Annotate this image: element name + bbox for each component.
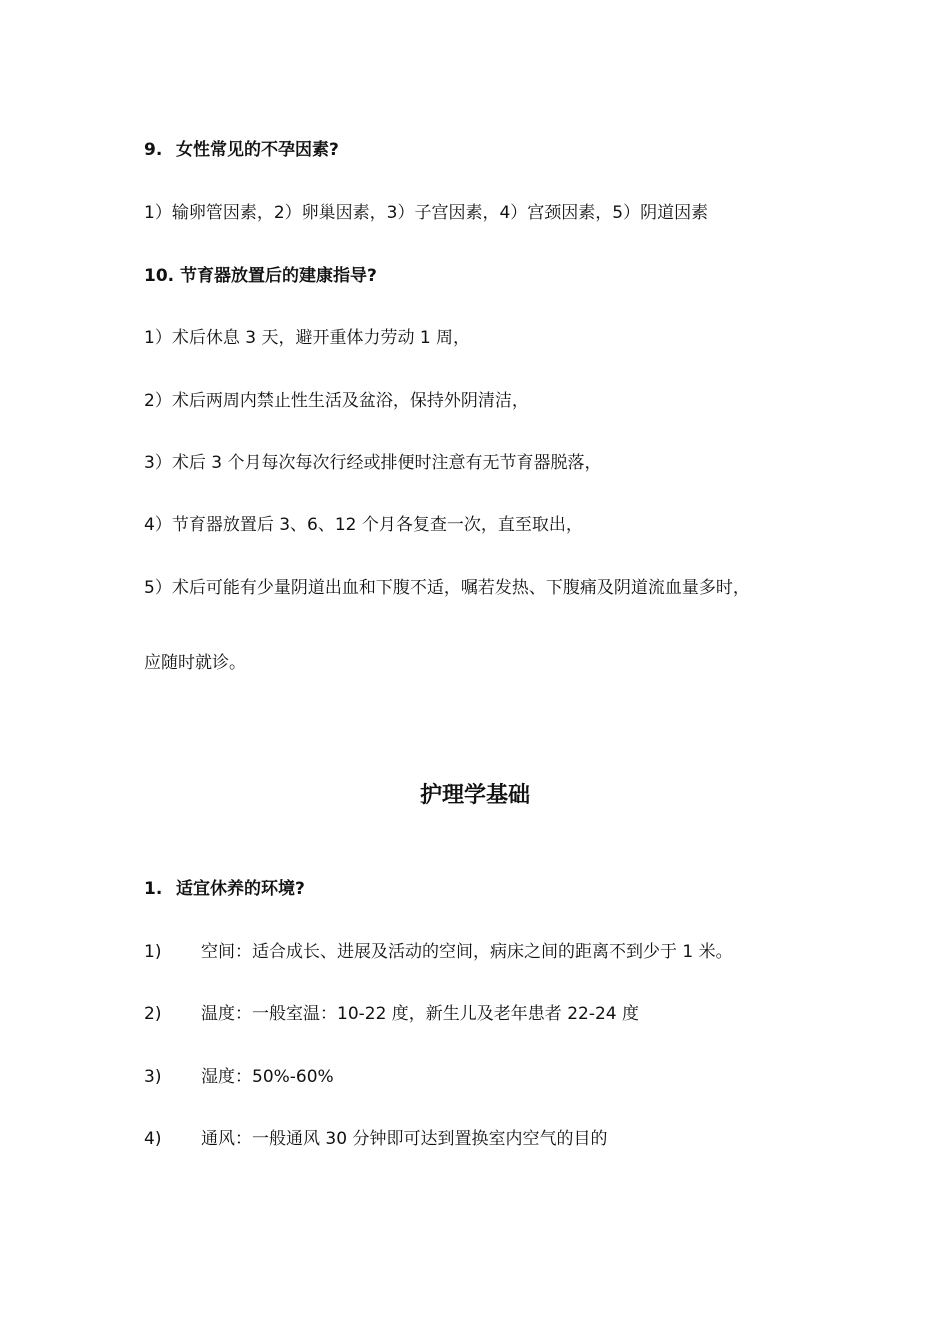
list-item [144, 940, 733, 964]
list-item [144, 1002, 639, 1026]
question-number: 1. [144, 879, 163, 899]
answer-line: 2）术后两周内禁止性生活及盆浴，保持外阴清洁， [144, 391, 529, 411]
answer-line: 应随时就诊。 [144, 653, 246, 673]
question-text: 适宜休养的环境? [176, 879, 305, 899]
question-text: 女性常见的不孕因素? [176, 140, 339, 160]
list-item-text: 温度：一般室温：10-22 度，新生儿及老年患者 22-24 度 [201, 1004, 640, 1024]
list-item-index: 4) [144, 1129, 162, 1149]
list-item-text: 通风：一般通风 30 分钟即可达到置换室内空气的目的 [201, 1129, 608, 1149]
list-item-index: 2) [144, 1004, 162, 1024]
list-item-text: 空间：适合成长、进展及活动的空间，病床之间的距离不到少于 1 米。 [201, 942, 733, 962]
answer-line: 4）节育器放置后 3、6、12 个月各复查一次，直至取出， [144, 515, 583, 535]
question-9-heading [144, 138, 339, 162]
question-10-heading: 10. 节育器放置后的建康指导? [144, 266, 377, 286]
list-item-index: 3) [144, 1067, 162, 1087]
answer-line: 3）术后 3 个月每次每次行经或排便时注意有无节育器脱落， [144, 453, 602, 473]
question-9-answer: 1）输卵管因素，2）卵巢因素，3）子宫因素，4）宫颈因素，5）阴道因素 [144, 203, 709, 223]
answer-line: 1）术后休息 3 天，避开重体力劳动 1 周， [144, 328, 471, 348]
list-item [144, 1065, 334, 1089]
list-item [144, 1127, 607, 1151]
question-number: 9. [144, 140, 163, 160]
section-title: 护理学基础 [419, 783, 530, 808]
list-item-text: 湿度：50%-60% [201, 1067, 334, 1087]
list-item-index: 1) [144, 942, 162, 962]
answer-line: 5）术后可能有少量阴道出血和下腹不适，嘱若发热、下腹痛及阴道流血量多时， [144, 578, 750, 598]
section-1-heading [144, 877, 305, 901]
